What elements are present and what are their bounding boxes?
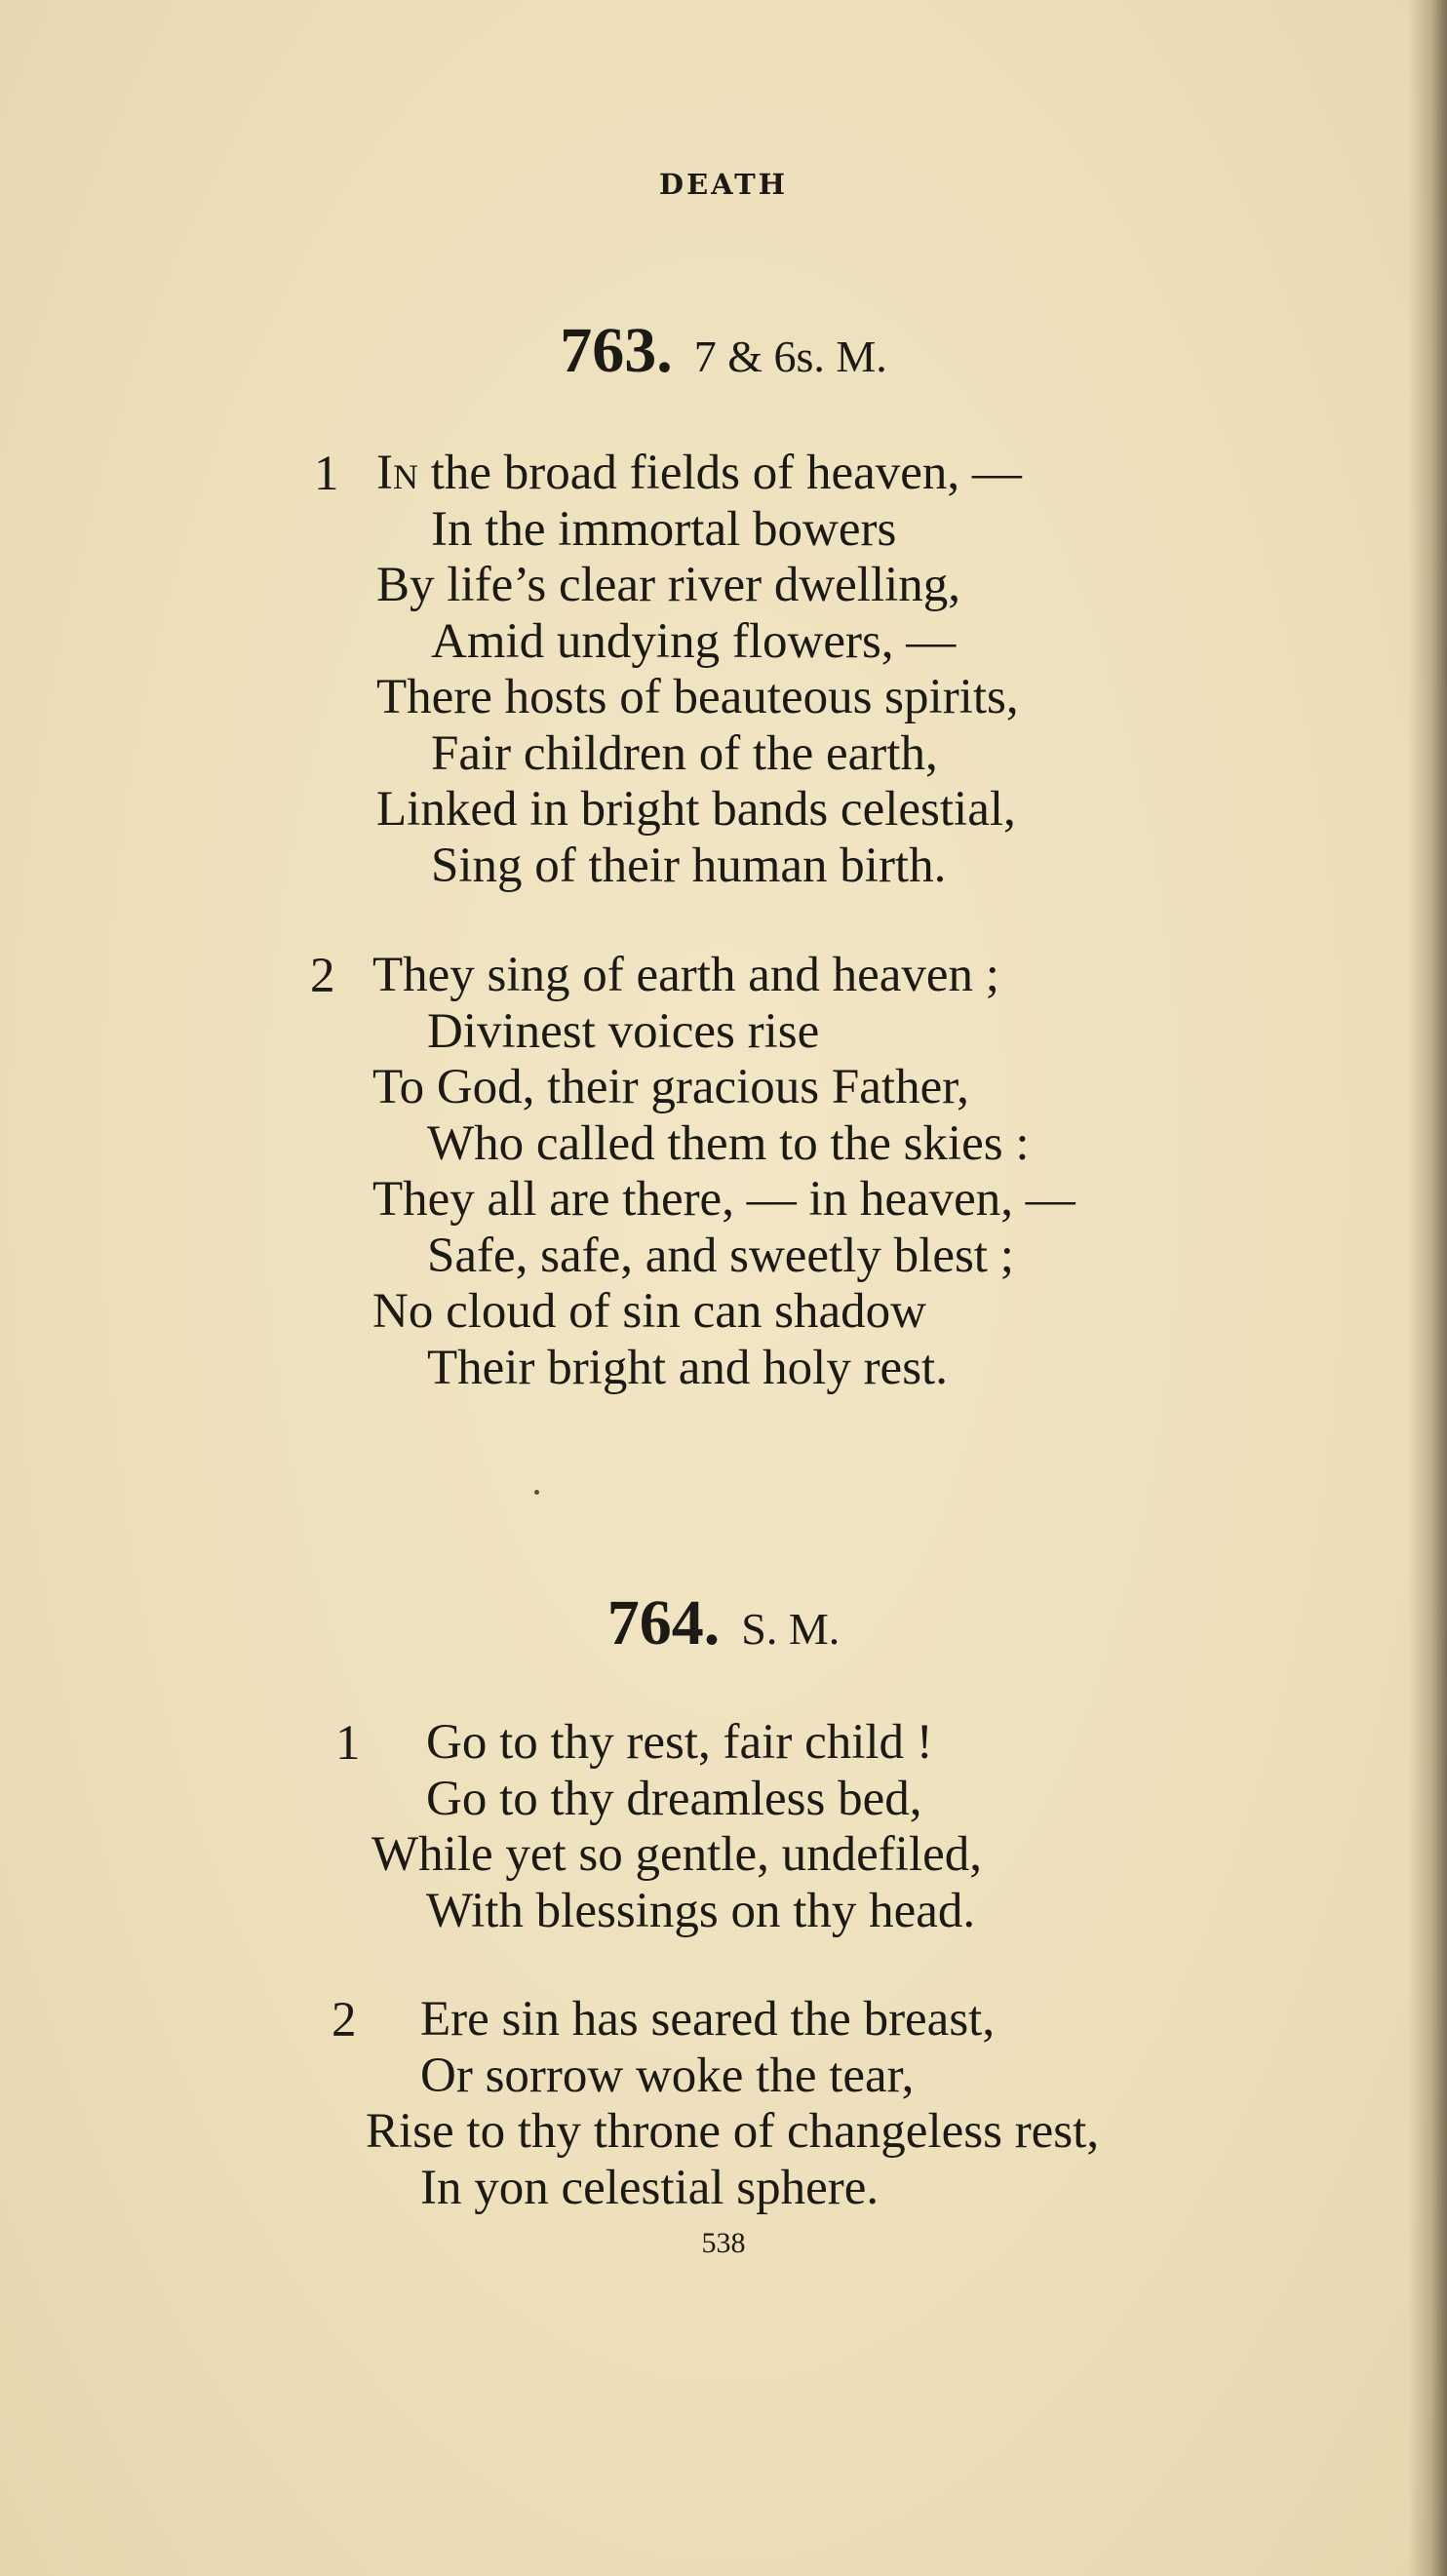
verse-line: With blessings on thy head. <box>426 1883 976 1938</box>
verse-line: Safe, safe, and sweetly blest ; <box>427 1228 1014 1283</box>
page-number: 538 <box>701 2227 746 2259</box>
verse-line: By life’s clear river dwelling, <box>376 558 961 612</box>
verse-line: While yet so gentle, undefiled, <box>372 1827 982 1882</box>
verse-line: Their bright and holy rest. <box>427 1340 948 1395</box>
verse-line: Sing of their human birth. <box>431 838 947 893</box>
verse-line: Ere sin has seared the breast, <box>420 1992 996 2047</box>
stanza-763-1 <box>376 446 1022 894</box>
paper-speck <box>534 1490 539 1495</box>
hymn-meter: 7 & 6s. M. <box>693 332 887 381</box>
verse-line: Amid undying flowers, — <box>431 613 957 669</box>
stanza-764-2 <box>366 1992 1099 2216</box>
hymn-764-heading <box>0 1586 1447 1660</box>
verse-line <box>376 446 1022 502</box>
verse-line: Or sorrow woke the tear, <box>420 2048 915 2103</box>
verse-number: 2 <box>332 1993 357 2048</box>
verse-line: Divinest voices rise <box>427 1003 820 1059</box>
verse-line: To God, their gracious Father, <box>372 1060 969 1114</box>
stanza-763-2 <box>372 948 1075 1396</box>
hymn-number: 763. <box>560 315 673 386</box>
stanza-764-1 <box>372 1715 982 1939</box>
verse-line: Linked in bright bands celestial, <box>376 782 1016 837</box>
running-head: DEATH <box>658 168 789 201</box>
verse-line: Go to thy rest, fair child ! <box>426 1715 933 1770</box>
verse-line: They sing of earth and heaven ; <box>372 948 999 1002</box>
verse-number: 1 <box>314 447 339 501</box>
verse-line: No cloud of sin can shadow <box>372 1284 926 1339</box>
verse-line: Go to thy dreamless bed, <box>426 1771 922 1826</box>
verse-line: Fair children of the earth, <box>431 725 938 781</box>
verse-line: Who called them to the skies : <box>427 1115 1030 1171</box>
verse-line: They all are there, — in heaven, — <box>372 1172 1075 1227</box>
small-caps-word: In <box>376 446 418 500</box>
verse-number: 2 <box>310 949 335 1003</box>
verse-line: Rise to thy throne of changeless rest, <box>366 2104 1100 2159</box>
hymn-number: 764. <box>606 1587 721 1659</box>
hymn-meter: S. M. <box>741 1604 841 1654</box>
verse-line-text: the broad fields of heaven, — <box>417 446 1022 500</box>
verse-line: In yon celestial sphere. <box>420 2160 880 2215</box>
verse-line: There hosts of beauteous spirits, <box>376 670 1019 724</box>
verse-number: 1 <box>335 1716 361 1771</box>
verse-line: In the immortal bowers <box>431 501 897 557</box>
hymn-763-heading <box>0 314 1447 388</box>
